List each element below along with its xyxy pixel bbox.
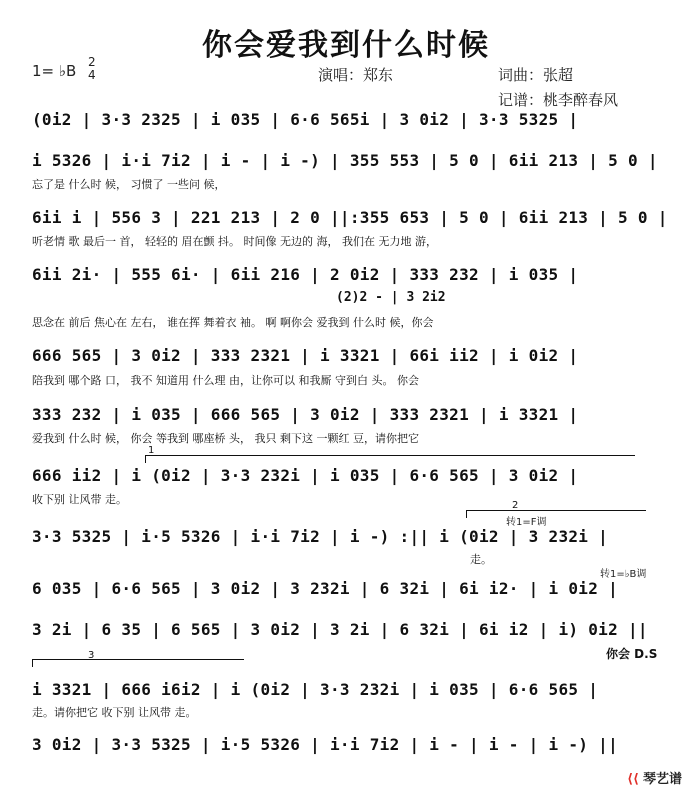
ending-bracket-1 bbox=[145, 455, 635, 456]
ending-bracket-1-tick bbox=[145, 455, 146, 463]
lyric-line-2: 忘了是 什么时 候， 习惯了 一些问 候， bbox=[32, 178, 226, 191]
time-sig-top: 2 bbox=[88, 55, 96, 69]
score-line-6: 333 232 | i 035 | 666 565 | 3 0i2 | 333 2321 | i 3321 | bbox=[32, 405, 579, 424]
lyric-line-5: 陪我到 哪个路 口， 我不 知道用 什么理 由，让你可以 和我厮 守到白 头。 你会 bbox=[32, 374, 419, 387]
score-line-12: 3 0i2 | 3·3 5325 | i·5 5326 | i·i 7i2 | i - | i - | i -) || bbox=[32, 735, 619, 754]
score-line-10: 3 2i | 6 35 | 6 565 | 3 0i2 | 3 2i | 6 32i | 6i i2 | i) 0i2 || bbox=[32, 620, 648, 639]
ending-bracket-3 bbox=[32, 659, 244, 660]
brand-logo-icon: ⟨⟨ bbox=[627, 772, 639, 787]
ending-number-1: 1 bbox=[148, 445, 155, 456]
lyric-line-11: 走。请你把它 收下别 让风带 走。 bbox=[32, 706, 197, 719]
modulation-note-bflat: 转1=♭B调 bbox=[600, 569, 647, 580]
modulation-note-f: 转1=F调 bbox=[506, 517, 547, 528]
composer-credit: 词曲：张超 bbox=[498, 66, 574, 84]
page-title: 你会爱我到什么时候 bbox=[202, 28, 490, 63]
lyric-line-7: 收下别 让风带 走。 bbox=[32, 493, 127, 506]
ending-number-3: 3 bbox=[88, 650, 95, 661]
score-line-3: 6ii i | 556 3 | 221 213 | 2 0 ||:355 653 | 5 0 | 6ii 213 | 5 0 | bbox=[32, 208, 668, 227]
ending-number-2: 2 bbox=[512, 500, 519, 511]
lyric-line-3: 听老情 歌 最后一 首， 轻轻的 眉在颤 抖。 时间像 无边的 海， 我们在 无力地 游， bbox=[32, 235, 437, 248]
score-line-5: 666 565 | 3 0i2 | 333 2321 | i 3321 | 66i ii2 | i 0i2 | bbox=[32, 346, 579, 365]
alternate-ending: (2)2 - | 3 2i2 bbox=[336, 290, 446, 305]
site-brand bbox=[627, 768, 682, 787]
score-line-8: 3·3 5325 | i·5 5326 | i·i 7i2 | i -) :|| i (0i2 | 3 232i | bbox=[32, 527, 609, 546]
second-ending-lyric: 走。 bbox=[470, 553, 492, 566]
score-line-2: i 5326 | i·i 7i2 | i - | i -) | 355 553 | 5 0 | 6ii 213 | 5 0 | bbox=[32, 151, 658, 170]
score-line-1: (0i2 | 3·3 2325 | i 035 | 6·6 565i | 3 0i2 | 3·3 5325 | bbox=[32, 110, 579, 129]
score-line-11: i 3321 | 666 i6i2 | i (0i2 | 3·3 232i | i 035 | 6·6 565 | bbox=[32, 680, 599, 699]
time-sig-bottom: 4 bbox=[88, 68, 96, 82]
time-signature bbox=[88, 56, 96, 82]
score-line-9: 6 035 | 6·6 565 | 3 0i2 | 3 232i | 6 32i | 6i i2· | i 0i2 | bbox=[32, 579, 619, 598]
lyric-line-6: 爱我到 什么时 候， 你会 等我到 哪座桥 头， 我只 剩下这 一颗红 豆，请你把它 bbox=[32, 432, 419, 445]
score-line-4: 6ii 2i· | 555 6i· | 6ii 216 | 2 0i2 | 333 232 | i 035 | bbox=[32, 265, 579, 284]
singer-credit: 演唱：郑东 bbox=[318, 66, 394, 84]
ending-bracket-2 bbox=[466, 510, 646, 511]
ending-bracket-3-tick bbox=[32, 659, 33, 667]
transcriber-credit: 记谱：桃李醉春风 bbox=[498, 91, 619, 109]
score-line-7: 666 ii2 | i (0i2 | 3·3 232i | i 035 | 6·6 565 | 3 0i2 | bbox=[32, 466, 579, 485]
brand-text: 琴艺谱 bbox=[642, 772, 682, 787]
ds-label: 你会 D.S bbox=[606, 647, 658, 661]
lyric-line-4: 思念在 前后 焦心在 左右， 谁在挥 舞着衣 袖。 啊 啊你会 爱我到 什么时 候，你会 bbox=[32, 316, 434, 329]
ending-bracket-2-tick bbox=[466, 510, 467, 518]
key-signature: 1= ♭B bbox=[32, 62, 77, 80]
